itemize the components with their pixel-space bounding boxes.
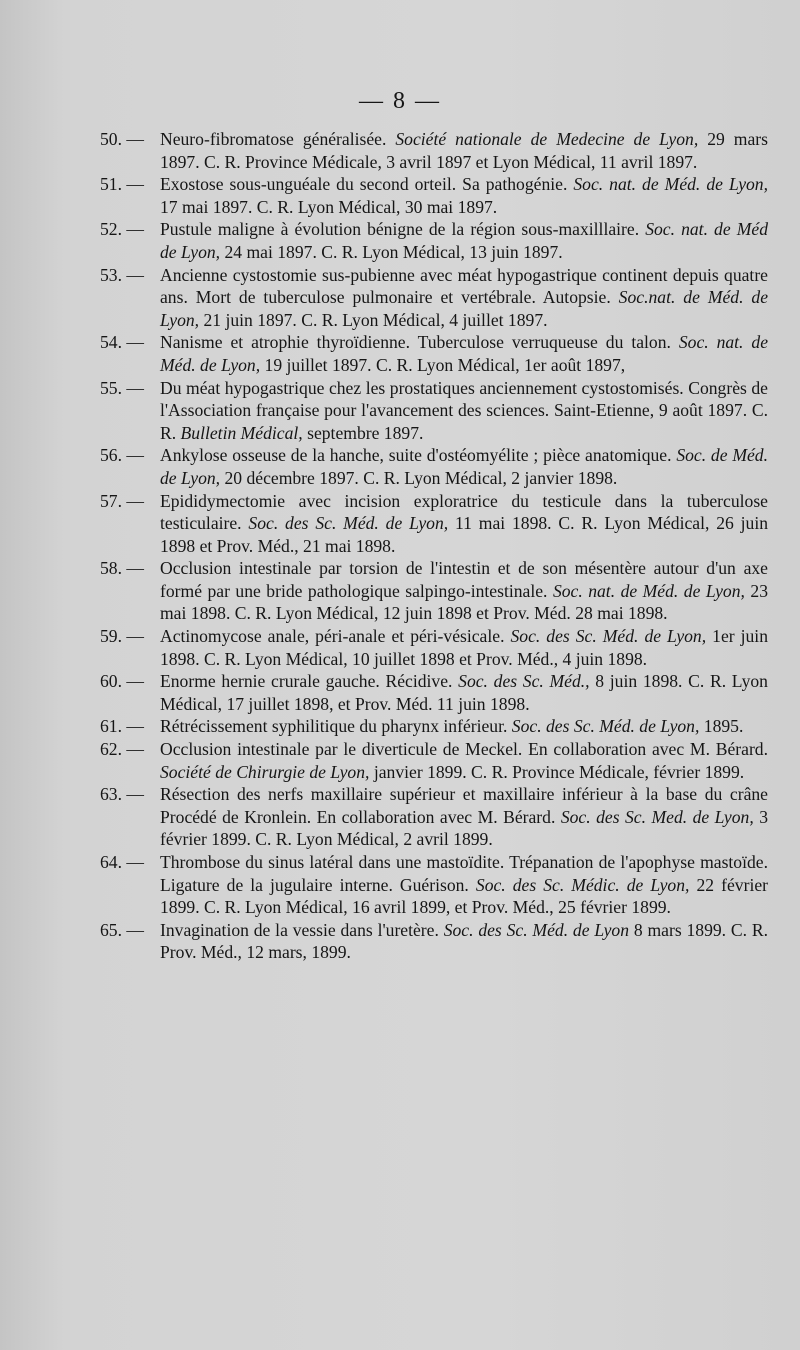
entry-body: [160, 444, 768, 489]
entry-details: 17 mai 1897. C. R. Lyon Médical, 30 mai 1897.: [160, 196, 498, 217]
entry-citation: Soc. des Sc. Med. de Lyon,: [560, 806, 754, 827]
entry-citation: Soc. nat. de Méd de Lyon,: [160, 219, 768, 262]
bibliography-entry: [100, 444, 768, 489]
bibliography-entry: [100, 715, 768, 738]
bibliography-entry: [100, 128, 768, 173]
entry-body: [160, 264, 768, 332]
entry-number: 57. —: [100, 490, 144, 511]
entry-details: 1er juin 1898. C. R. Lyon Médical, 10 juillet 1898 et Prov. Méd., 4 juin 1898.: [160, 626, 768, 669]
entry-number: 54. —: [100, 332, 144, 353]
entry-citation: Société nationale de Medecine de Lyon,: [395, 129, 699, 149]
entry-details: 8 juin 1898. C. R. Lyon Médical, 17 juillet 1898, et Prov. Méd. 11 juin 1898.: [160, 671, 768, 714]
entry-details: 8 mars 1899. C. R. Prov. Méd., 12 mars, 1899.: [160, 919, 768, 963]
entry-number: 56. —: [100, 445, 144, 466]
entry-title: Ancienne cystostomie sus-pubienne avec méat hypogastrique continent depuis quatre ans. Mort de tuberculose pulmonaire et vertébrale. Autopsie.: [160, 264, 768, 308]
entry-title: Résection des nerfs maxillaire supérieur et maxillaire inférieur à la base du crâne Procédé de Kronlein. En collaboration avec M. Bérard.: [160, 784, 768, 827]
bibliography-entry: [100, 264, 768, 332]
entry-citation: Soc. des Sc. Méd. de Lyon,: [248, 513, 449, 534]
entry-title: Du méat hypogastrique chez les prostatiques anciennement cystostomisés. Congrès de l'Association française pour l'avancement des sciences. Saint-Etienne, 9 août 1897. C. R.: [160, 377, 768, 443]
entry-details: 21 juin 1897. C. R. Lyon Médical, 4 juillet 1897.: [203, 309, 548, 330]
entry-citation: Soc. des Sc. Méd. de Lyon,: [510, 626, 707, 647]
entry-number: 58. —: [100, 558, 144, 579]
bibliography-entry: [100, 331, 768, 376]
entry-body: [160, 128, 768, 173]
entry-body: [160, 331, 768, 376]
entry-number: 64. —: [100, 852, 144, 872]
entry-citation: Soc. de Méd. de Lyon,: [160, 445, 768, 488]
entry-citation: Soc. des Sc. Méd.,: [458, 671, 590, 692]
entry-title: Occlusion intestinale par torsion de l'intestin et de son mésentère autour d'un axe formé par une bride pathologique salpingo-intestinale.: [160, 558, 768, 601]
entry-citation: Soc.nat. de Méd. de Lyon,: [160, 287, 769, 330]
entry-citation: Soc. des Sc. Méd. de Lyon: [443, 919, 630, 940]
entry-title: Nanisme et atrophie thyroïdienne. Tuberculose verruqueuse du talon.: [160, 332, 671, 353]
entry-body: [160, 377, 768, 445]
entry-citation: Société de Chirurgie de Lyon,: [160, 761, 370, 782]
entry-title: Ankylose osseuse de la hanche, suite d'ostéomyélite ; pièce anatomique.: [160, 445, 672, 466]
entry-body: [160, 557, 768, 625]
entry-title: Epididymectomie avec incision exploratrice du testicule dans la tuberculose testiculaire.: [160, 490, 768, 534]
entry-number: 52. —: [100, 219, 144, 240]
entry-details: janvier 1899. C. R. Province Médicale, février 1899.: [373, 761, 745, 782]
bibliography-entry: [100, 377, 768, 445]
entry-citation: Soc. nat. de Méd. de Lyon,: [573, 174, 769, 195]
entry-body: [160, 851, 768, 919]
entry-body: [160, 919, 768, 964]
entry-body: [160, 670, 768, 715]
entry-title: Thrombose du sinus latéral dans une mastoïdite. Trépanation de l'apophyse mastoïde. Ligature de la jugulaire interne. Guérison.: [160, 852, 768, 895]
entry-citation: Soc. des Sc. Méd. de Lyon,: [511, 716, 700, 737]
entry-title: Actinomycose anale, péri-anale et péri-vésicale.: [160, 626, 505, 647]
entry-number: 65. —: [100, 919, 144, 940]
bibliography-entry: [100, 490, 768, 558]
bibliography-entry: [100, 851, 768, 919]
entry-details: 22 février 1899. C. R. Lyon Médical, 16 avril 1899, et Prov. Méd., 25 février 1899.: [160, 874, 769, 918]
entry-details: 29 mars 1897. C. R. Province Médicale, 3 avril 1897 et Lyon Médical, 11 avril 1897.: [160, 129, 768, 172]
entry-details: 19 juillet 1897. C. R. Lyon Médical, 1er août 1897,: [264, 354, 626, 375]
entry-details: 24 mai 1897. C. R. Lyon Médical, 13 juin 1897.: [224, 241, 563, 262]
entry-body: [160, 715, 768, 738]
entry-number: 62. —: [100, 739, 144, 760]
entry-details: septembre 1897.: [307, 422, 424, 443]
entry-body: [160, 625, 768, 670]
entry-details: 1895.: [703, 716, 744, 737]
entry-number: 51. —: [100, 174, 144, 195]
bibliography-entry: [100, 738, 768, 783]
bibliography-list: [100, 128, 768, 964]
entry-details: 3 février 1899. C. R. Lyon Médical, 2 avril 1899.: [160, 806, 768, 850]
bibliography-entry: [100, 218, 768, 263]
entry-title: Occlusion intestinale par le diverticule de Meckel. En collaboration avec M. Bérard.: [160, 739, 768, 760]
entry-details: 23 mai 1898. C. R. Lyon Médical, 12 juin 1898 et Prov. Méd. 28 mai 1898.: [160, 580, 769, 624]
entry-body: [160, 783, 768, 851]
bibliography-entry: [100, 919, 768, 964]
entry-title: Neuro-fibromatose généralisée.: [160, 129, 387, 149]
entry-title: Enorme hernie crurale gauche. Récidive.: [160, 671, 453, 692]
entry-body: [160, 173, 768, 218]
entry-number: 61. —: [100, 716, 144, 737]
entry-body: [160, 490, 768, 558]
bibliography-entry: [100, 625, 768, 670]
entry-title: Invagination de la vessie dans l'uretère.: [160, 919, 439, 940]
entry-citation: Soc. nat. de Méd. de Lyon,: [552, 580, 745, 601]
entry-title: Exostose sous-unguéale du second orteil. Sa pathogénie.: [160, 174, 568, 195]
bibliography-entry: [100, 557, 768, 625]
entry-number: 50. —: [100, 129, 144, 149]
entry-number: 55. —: [100, 377, 144, 398]
bibliography-entry: [100, 670, 768, 715]
entry-details: 11 mai 1898. C. R. Lyon Médical, 26 juin 1898 et Prov. Méd., 21 mai 1898.: [160, 513, 769, 556]
bibliography-entry: [100, 783, 768, 851]
entry-body: [160, 218, 768, 263]
entry-number: 63. —: [100, 784, 144, 805]
entry-citation: Bulletin Médical,: [180, 422, 303, 443]
bibliography-entry: [100, 173, 768, 218]
entry-title: Pustule maligne à évolution bénigne de la région sous-maxilllaire.: [160, 219, 640, 240]
entry-details: 20 décembre 1897. C. R. Lyon Médical, 2 janvier 1898.: [224, 467, 618, 488]
entry-citation: Soc. nat. de Méd. de Lyon,: [160, 332, 768, 375]
entry-number: 60. —: [100, 671, 144, 692]
entry-number: 53. —: [100, 264, 144, 285]
entry-number: 59. —: [100, 626, 144, 647]
page-number: — 8 —: [359, 88, 441, 114]
entry-title: Rétrécissement syphilitique du pharynx inférieur.: [160, 716, 508, 737]
entry-citation: Soc. des Sc. Médic. de Lyon,: [475, 874, 690, 895]
entry-body: [160, 738, 768, 783]
